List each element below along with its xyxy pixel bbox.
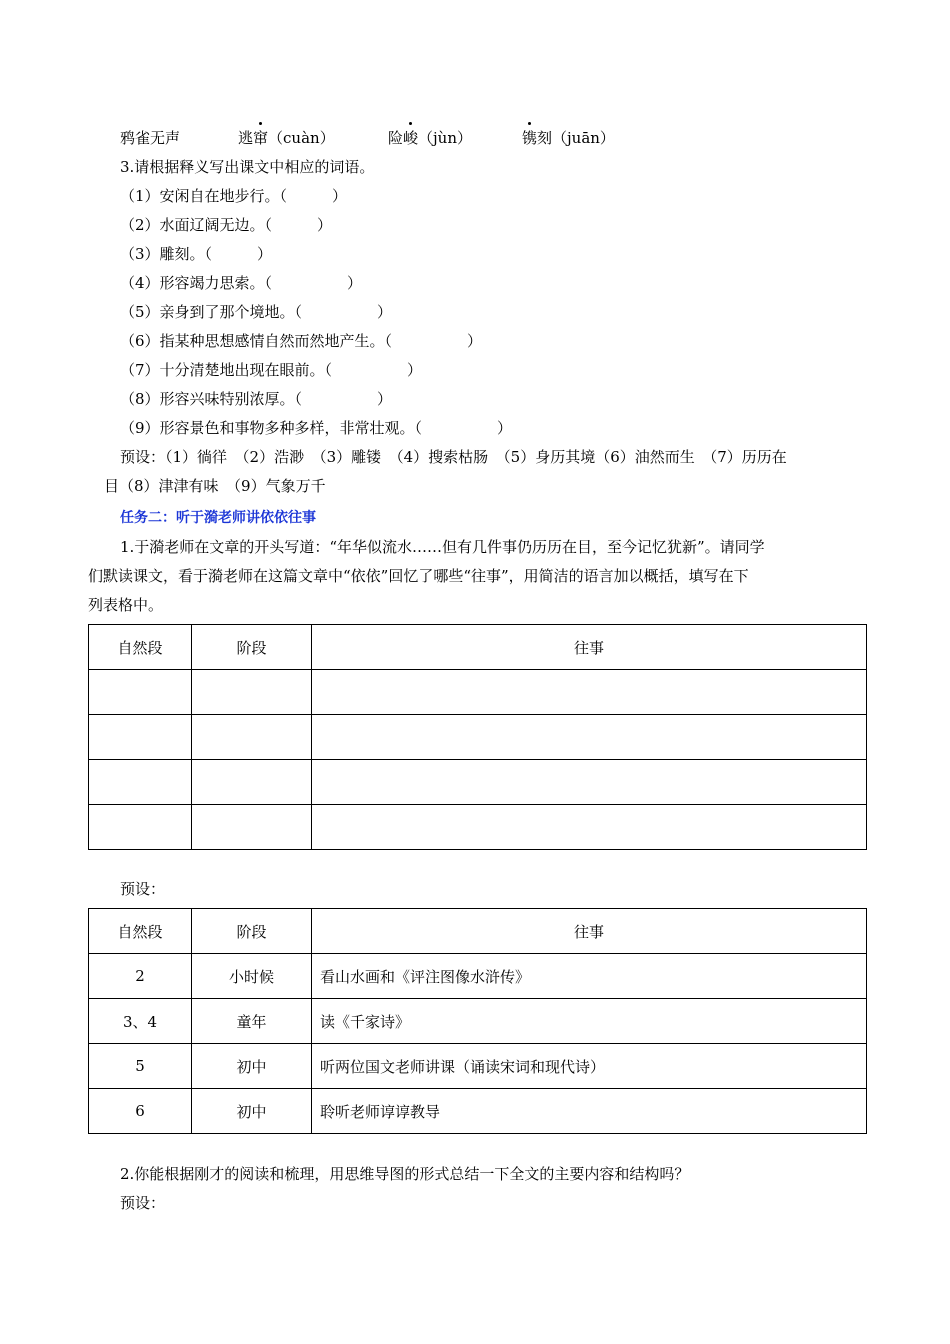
cell-event: 读《千家诗》 [312,999,867,1044]
q3-title: 3.请根据释义写出课文中相应的词语。 [120,158,375,176]
table-row [89,1089,867,1134]
emphasis-dot: 镌 [522,129,538,147]
emphasis-dot: 峻 [403,129,419,147]
header-stage: 阶段 [192,625,312,670]
cell-event: 聆听老师谆谆教导 [312,1089,867,1134]
q3-item: （8）形容兴味特别浓厚。（ ） [120,390,393,408]
blank-cell[interactable] [89,760,192,805]
cell-stage: 小时候 [192,954,312,999]
task2-q1-cont: 列表格中。 [88,596,164,614]
blank-cell[interactable] [192,805,312,850]
emphasis-dot: 窜 [253,129,269,147]
vocab-word-3: 险峻（jùn） [388,129,473,147]
cell-stage: 初中 [192,1044,312,1089]
vocab-word-4: 镌刻（juān） [522,129,615,147]
blank-cell[interactable] [312,805,867,850]
cell-event: 看山水画和《评注图像水浒传》 [312,954,867,999]
cell-paragraph: 6 [89,1089,192,1134]
table-row [89,954,867,999]
cell-paragraph: 3、4 [89,999,192,1044]
header-event: 往事 [312,909,867,954]
q3-item: （1）安闲自在地步行。（ ） [120,187,348,205]
q3-item: （3）雕刻。（ ） [120,245,273,263]
header-paragraph: 自然段 [89,909,192,954]
q3-item: （7）十分清楚地出现在眼前。（ ） [120,361,423,379]
q3-item: （9）形容景色和事物多种多样，非常壮观。（ ） [120,419,513,437]
cell-stage: 初中 [192,1089,312,1134]
task2-q2-preset: 预设： [120,1194,166,1212]
header-event: 往事 [312,625,867,670]
blank-cell[interactable] [89,670,192,715]
blank-cell[interactable] [192,760,312,805]
q3-item: （6）指某种思想感情自然而然地产生。（ ） [120,332,483,350]
blank-cell[interactable] [89,805,192,850]
cell-paragraph: 2 [89,954,192,999]
blank-cell[interactable] [89,715,192,760]
blank-cell[interactable] [192,670,312,715]
vocab-word-2: 逃窜（cuàn） [238,129,335,147]
preset-table [88,908,867,1134]
header-stage: 阶段 [192,909,312,954]
blank-cell[interactable] [312,670,867,715]
blank-cell[interactable] [312,760,867,805]
cell-paragraph: 5 [89,1044,192,1089]
blank-cell[interactable] [312,715,867,760]
task2-q2: 2.你能根据刚才的阅读和梳理，用思维导图的形式总结一下全文的主要内容和结构吗？ [120,1165,690,1183]
header-paragraph: 自然段 [89,625,192,670]
preset-label: 预设： [120,880,166,898]
q3-item: （5）亲身到了那个境地。（ ） [120,303,393,321]
q3-item: （4）形容竭力思索。（ ） [120,274,363,292]
cell-stage: 童年 [192,999,312,1044]
task2-heading: 任务二：听于漪老师讲依依往事 [120,510,316,526]
blank-cell[interactable] [192,715,312,760]
q3-answer: 预设：（1）徜徉 （2）浩渺 （3）雕镂 （4）搜索枯肠 （5）身历其境（6）油然而生 （7）历历在 [120,448,787,466]
cell-event: 听两位国文老师讲课（诵读宋词和现代诗） [312,1044,867,1089]
task2-q1-cont: 们默读课文，看于漪老师在这篇文章中“依依”回忆了哪些“往事”，用简洁的语言加以概括，填写在下 [88,567,749,585]
task2-q1: 1.于漪老师在文章的开头写道：“年华似流水……但有几件事仍历历在目，至今记忆犹新”。请同学 [120,538,765,556]
blank-table [88,624,867,850]
table-row [89,1044,867,1089]
table-row [89,999,867,1044]
vocab-word-1: 鸦雀无声 [120,129,181,147]
q3-item: （2）水面辽阔无边。（ ） [120,216,333,234]
q3-answer-cont: 目（8）津津有味 （9）气象万千 [104,477,326,495]
